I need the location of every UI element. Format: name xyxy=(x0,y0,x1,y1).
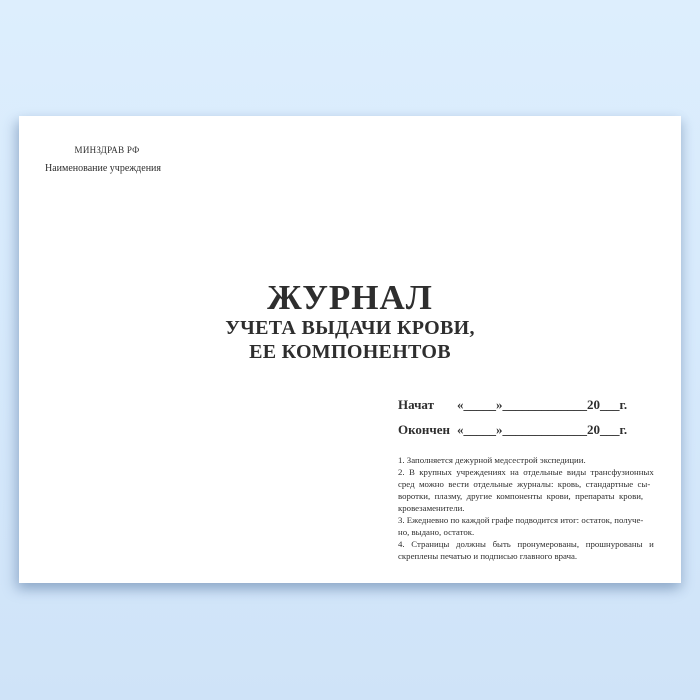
note-line: воротки, плазму, другие компоненты крови, препараты крови, xyxy=(398,491,644,501)
note-line: 4. Страницы должны быть пронумерованы, прошнурованы и xyxy=(398,539,654,549)
journal-cover-page xyxy=(19,116,681,583)
date-started-blank-line: «_____»_____________20___г. xyxy=(457,397,628,412)
date-finished-label: Окончен xyxy=(398,422,451,437)
journal-title: ЖУРНАЛ xyxy=(267,278,433,317)
note-line: скреплены печатью и подписью главного врача. xyxy=(398,551,578,561)
date-started-row xyxy=(398,392,627,417)
organization-block xyxy=(45,144,169,175)
journal-subtitle-line1: УЧЕТА ВЫДАЧИ КРОВИ, xyxy=(225,317,475,339)
ministry-label: МИНЗДРАВ РФ xyxy=(74,145,140,155)
note-line: 1. Заполняется дежурной медсестрой экспедиции. xyxy=(398,455,586,465)
date-finished-blank-line: «_____»_____________20___г. xyxy=(457,422,628,437)
date-finished-row xyxy=(398,417,627,442)
note-line: кровезаменители. xyxy=(398,503,465,513)
note-line: но, выдано, остаток. xyxy=(398,527,475,537)
note-line: 3. Ежедневно по каждой графе подводится итог: остаток, получе- xyxy=(398,515,644,525)
footnotes-block xyxy=(398,454,658,562)
date-started-label: Начат xyxy=(398,397,434,412)
note-line: 2. В крупных учреждениях на отдельные виды трансфузионных xyxy=(398,467,654,477)
title-block xyxy=(19,279,681,364)
journal-subtitle-line2: ЕЕ КОМПОНЕНТОВ xyxy=(249,341,451,363)
dates-block xyxy=(398,392,627,442)
institution-caption: Наименование учреждения xyxy=(45,163,162,174)
note-line: сред можно вести отдельные журналы: кровь, стандартные сы- xyxy=(398,479,651,489)
